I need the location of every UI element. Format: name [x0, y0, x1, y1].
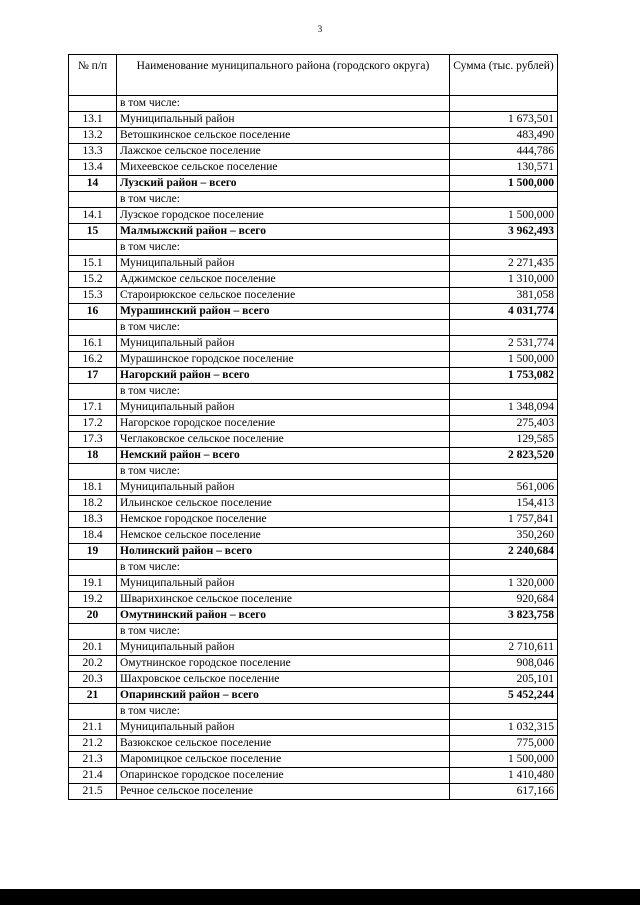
row-number-cell: 19.1 — [69, 576, 117, 592]
row-name-cell: в том числе: — [117, 384, 450, 400]
row-name-cell: в том числе: — [117, 704, 450, 720]
row-number-cell — [69, 464, 117, 480]
row-sum-cell — [450, 704, 558, 720]
table-row — [69, 592, 558, 608]
row-sum-cell: 350,260 — [450, 528, 558, 544]
row-name-cell: Муниципальный район — [117, 640, 450, 656]
header-name: Наименование муниципального района (городского округа) — [117, 55, 450, 96]
row-name-cell: Ильинское сельское поселение — [117, 496, 450, 512]
table-row — [69, 192, 558, 208]
table-row — [69, 128, 558, 144]
row-name-cell: Аджимское сельское поселение — [117, 272, 450, 288]
table-row — [69, 640, 558, 656]
row-number-cell: 17 — [69, 368, 117, 384]
row-number-cell: 13.4 — [69, 160, 117, 176]
table-row — [69, 416, 558, 432]
row-sum-cell: 275,403 — [450, 416, 558, 432]
row-number-cell: 21.4 — [69, 768, 117, 784]
row-number-cell — [69, 704, 117, 720]
row-number-cell — [69, 240, 117, 256]
row-number-cell: 19.2 — [69, 592, 117, 608]
row-number-cell: 20.3 — [69, 672, 117, 688]
row-number-cell: 17.3 — [69, 432, 117, 448]
row-number-cell: 13.3 — [69, 144, 117, 160]
table-row — [69, 512, 558, 528]
row-number-cell: 18 — [69, 448, 117, 464]
table-row — [69, 784, 558, 800]
row-number-cell: 17.2 — [69, 416, 117, 432]
table-row-total — [69, 688, 558, 704]
row-sum-cell: 908,046 — [450, 656, 558, 672]
row-name-cell: Староирюкское сельское поселение — [117, 288, 450, 304]
row-name-cell: Омутнинское городское поселение — [117, 656, 450, 672]
table-row — [69, 432, 558, 448]
row-number-cell: 19 — [69, 544, 117, 560]
table-row — [69, 96, 558, 112]
row-name-cell: Омутнинский район – всего — [117, 608, 450, 624]
table-body — [69, 96, 558, 800]
row-number-cell — [69, 320, 117, 336]
row-name-cell: Михеевское сельское поселение — [117, 160, 450, 176]
row-name-cell: в том числе: — [117, 320, 450, 336]
row-number-cell — [69, 192, 117, 208]
row-number-cell: 15.1 — [69, 256, 117, 272]
row-name-cell: Речное сельское поселение — [117, 784, 450, 800]
table-row — [69, 528, 558, 544]
table-row — [69, 320, 558, 336]
row-sum-cell: 1 673,501 — [450, 112, 558, 128]
row-sum-cell: 1 500,000 — [450, 208, 558, 224]
table-row — [69, 464, 558, 480]
table-row — [69, 560, 558, 576]
table-row — [69, 752, 558, 768]
table-row — [69, 672, 558, 688]
row-sum-cell: 3 962,493 — [450, 224, 558, 240]
row-sum-cell — [450, 624, 558, 640]
row-sum-cell — [450, 96, 558, 112]
row-name-cell: Муниципальный район — [117, 112, 450, 128]
row-name-cell: в том числе: — [117, 240, 450, 256]
table-row — [69, 576, 558, 592]
row-name-cell: Ветошкинское сельское поселение — [117, 128, 450, 144]
row-number-cell: 20 — [69, 608, 117, 624]
row-number-cell: 21.5 — [69, 784, 117, 800]
row-number-cell: 20.1 — [69, 640, 117, 656]
table-row — [69, 160, 558, 176]
row-number-cell: 18.2 — [69, 496, 117, 512]
row-number-cell: 16 — [69, 304, 117, 320]
row-sum-cell: 129,585 — [450, 432, 558, 448]
row-number-cell: 21.1 — [69, 720, 117, 736]
row-number-cell: 13.2 — [69, 128, 117, 144]
table-row-total — [69, 304, 558, 320]
scan-edge-bar — [0, 889, 640, 905]
row-number-cell: 21 — [69, 688, 117, 704]
table-row — [69, 720, 558, 736]
table-row — [69, 768, 558, 784]
table-row-total — [69, 368, 558, 384]
row-sum-cell — [450, 560, 558, 576]
table-row-total — [69, 544, 558, 560]
header-sum: Сумма (тыс. рублей) — [450, 55, 558, 96]
row-number-cell: 18.3 — [69, 512, 117, 528]
row-sum-cell: 1 500,000 — [450, 176, 558, 192]
row-name-cell: Муниципальный район — [117, 400, 450, 416]
row-sum-cell: 1 310,000 — [450, 272, 558, 288]
row-number-cell: 15 — [69, 224, 117, 240]
row-sum-cell: 2 271,435 — [450, 256, 558, 272]
row-number-cell — [69, 96, 117, 112]
table-header-row — [69, 55, 558, 96]
row-sum-cell: 154,413 — [450, 496, 558, 512]
row-sum-cell: 561,006 — [450, 480, 558, 496]
row-sum-cell: 4 031,774 — [450, 304, 558, 320]
row-sum-cell — [450, 320, 558, 336]
row-number-cell: 18.4 — [69, 528, 117, 544]
row-sum-cell: 381,058 — [450, 288, 558, 304]
row-name-cell: Немское городское поселение — [117, 512, 450, 528]
row-name-cell: Нолинский район – всего — [117, 544, 450, 560]
row-sum-cell — [450, 384, 558, 400]
table-row-total — [69, 608, 558, 624]
table-row — [69, 144, 558, 160]
table-row — [69, 624, 558, 640]
row-name-cell: Нагорский район – всего — [117, 368, 450, 384]
row-sum-cell: 2 823,520 — [450, 448, 558, 464]
row-sum-cell: 617,166 — [450, 784, 558, 800]
row-sum-cell: 775,000 — [450, 736, 558, 752]
row-name-cell: Муниципальный район — [117, 256, 450, 272]
table-row — [69, 272, 558, 288]
row-number-cell: 21.2 — [69, 736, 117, 752]
row-sum-cell: 5 452,244 — [450, 688, 558, 704]
row-name-cell: в том числе: — [117, 192, 450, 208]
table-row-total — [69, 176, 558, 192]
row-sum-cell: 1 753,082 — [450, 368, 558, 384]
row-name-cell: Муниципальный район — [117, 720, 450, 736]
row-number-cell — [69, 560, 117, 576]
row-number-cell: 14 — [69, 176, 117, 192]
header-num: № п/п — [69, 55, 117, 96]
row-sum-cell: 2 531,774 — [450, 336, 558, 352]
table-row — [69, 480, 558, 496]
row-name-cell: Чеглаковское сельское поселение — [117, 432, 450, 448]
row-name-cell: Мурашинский район – всего — [117, 304, 450, 320]
row-name-cell: Немский район – всего — [117, 448, 450, 464]
row-sum-cell: 3 823,758 — [450, 608, 558, 624]
table-row — [69, 208, 558, 224]
table-row — [69, 352, 558, 368]
row-number-cell — [69, 384, 117, 400]
row-sum-cell: 1 500,000 — [450, 752, 558, 768]
row-sum-cell — [450, 240, 558, 256]
table-row — [69, 240, 558, 256]
row-sum-cell: 1 410,480 — [450, 768, 558, 784]
row-sum-cell: 1 500,000 — [450, 352, 558, 368]
row-sum-cell: 205,101 — [450, 672, 558, 688]
table-row — [69, 496, 558, 512]
table-row — [69, 112, 558, 128]
row-number-cell: 21.3 — [69, 752, 117, 768]
budget-table — [68, 54, 558, 800]
row-sum-cell: 1 320,000 — [450, 576, 558, 592]
row-sum-cell: 1 757,841 — [450, 512, 558, 528]
row-name-cell: в том числе: — [117, 464, 450, 480]
row-sum-cell: 2 240,684 — [450, 544, 558, 560]
row-name-cell: Нагорское городское поселение — [117, 416, 450, 432]
row-sum-cell — [450, 192, 558, 208]
row-name-cell: Швариxинское сельское поселение — [117, 592, 450, 608]
row-name-cell: Опаринский район – всего — [117, 688, 450, 704]
page-number: 3 — [317, 24, 323, 34]
row-number-cell: 17.1 — [69, 400, 117, 416]
row-name-cell: Муниципальный район — [117, 480, 450, 496]
row-sum-cell — [450, 464, 558, 480]
row-name-cell: Муниципальный район — [117, 336, 450, 352]
table-row — [69, 384, 558, 400]
row-name-cell: Муниципальный район — [117, 576, 450, 592]
table-row — [69, 704, 558, 720]
row-sum-cell: 483,490 — [450, 128, 558, 144]
row-name-cell: в том числе: — [117, 624, 450, 640]
table-row — [69, 656, 558, 672]
row-sum-cell: 1 348,094 — [450, 400, 558, 416]
table-row — [69, 256, 558, 272]
row-number-cell: 16.1 — [69, 336, 117, 352]
table-row — [69, 288, 558, 304]
row-number-cell: 14.1 — [69, 208, 117, 224]
row-name-cell: Лузское городское поселение — [117, 208, 450, 224]
row-number-cell: 15.2 — [69, 272, 117, 288]
row-sum-cell: 130,571 — [450, 160, 558, 176]
row-number-cell — [69, 624, 117, 640]
row-number-cell: 15.3 — [69, 288, 117, 304]
table-row — [69, 336, 558, 352]
table-row — [69, 400, 558, 416]
table-row-total — [69, 448, 558, 464]
row-name-cell: Лажское сельское поселение — [117, 144, 450, 160]
table-row — [69, 736, 558, 752]
row-name-cell: Шахровское сельское поселение — [117, 672, 450, 688]
row-sum-cell: 2 710,611 — [450, 640, 558, 656]
row-number-cell: 13.1 — [69, 112, 117, 128]
row-name-cell: Малмыжский район – всего — [117, 224, 450, 240]
row-sum-cell: 1 032,315 — [450, 720, 558, 736]
row-name-cell: в том числе: — [117, 96, 450, 112]
row-sum-cell: 920,684 — [450, 592, 558, 608]
row-name-cell: Мурашинское городское поселение — [117, 352, 450, 368]
row-number-cell: 20.2 — [69, 656, 117, 672]
row-name-cell: в том числе: — [117, 560, 450, 576]
row-name-cell: Лузский район – всего — [117, 176, 450, 192]
row-name-cell: Опаринское городское поселение — [117, 768, 450, 784]
row-name-cell: Немское сельское поселение — [117, 528, 450, 544]
table-row-total — [69, 224, 558, 240]
row-sum-cell: 444,786 — [450, 144, 558, 160]
row-name-cell: Вазюкское сельское поселение — [117, 736, 450, 752]
row-number-cell: 18.1 — [69, 480, 117, 496]
row-number-cell: 16.2 — [69, 352, 117, 368]
row-name-cell: Маромицкое сельское поселение — [117, 752, 450, 768]
